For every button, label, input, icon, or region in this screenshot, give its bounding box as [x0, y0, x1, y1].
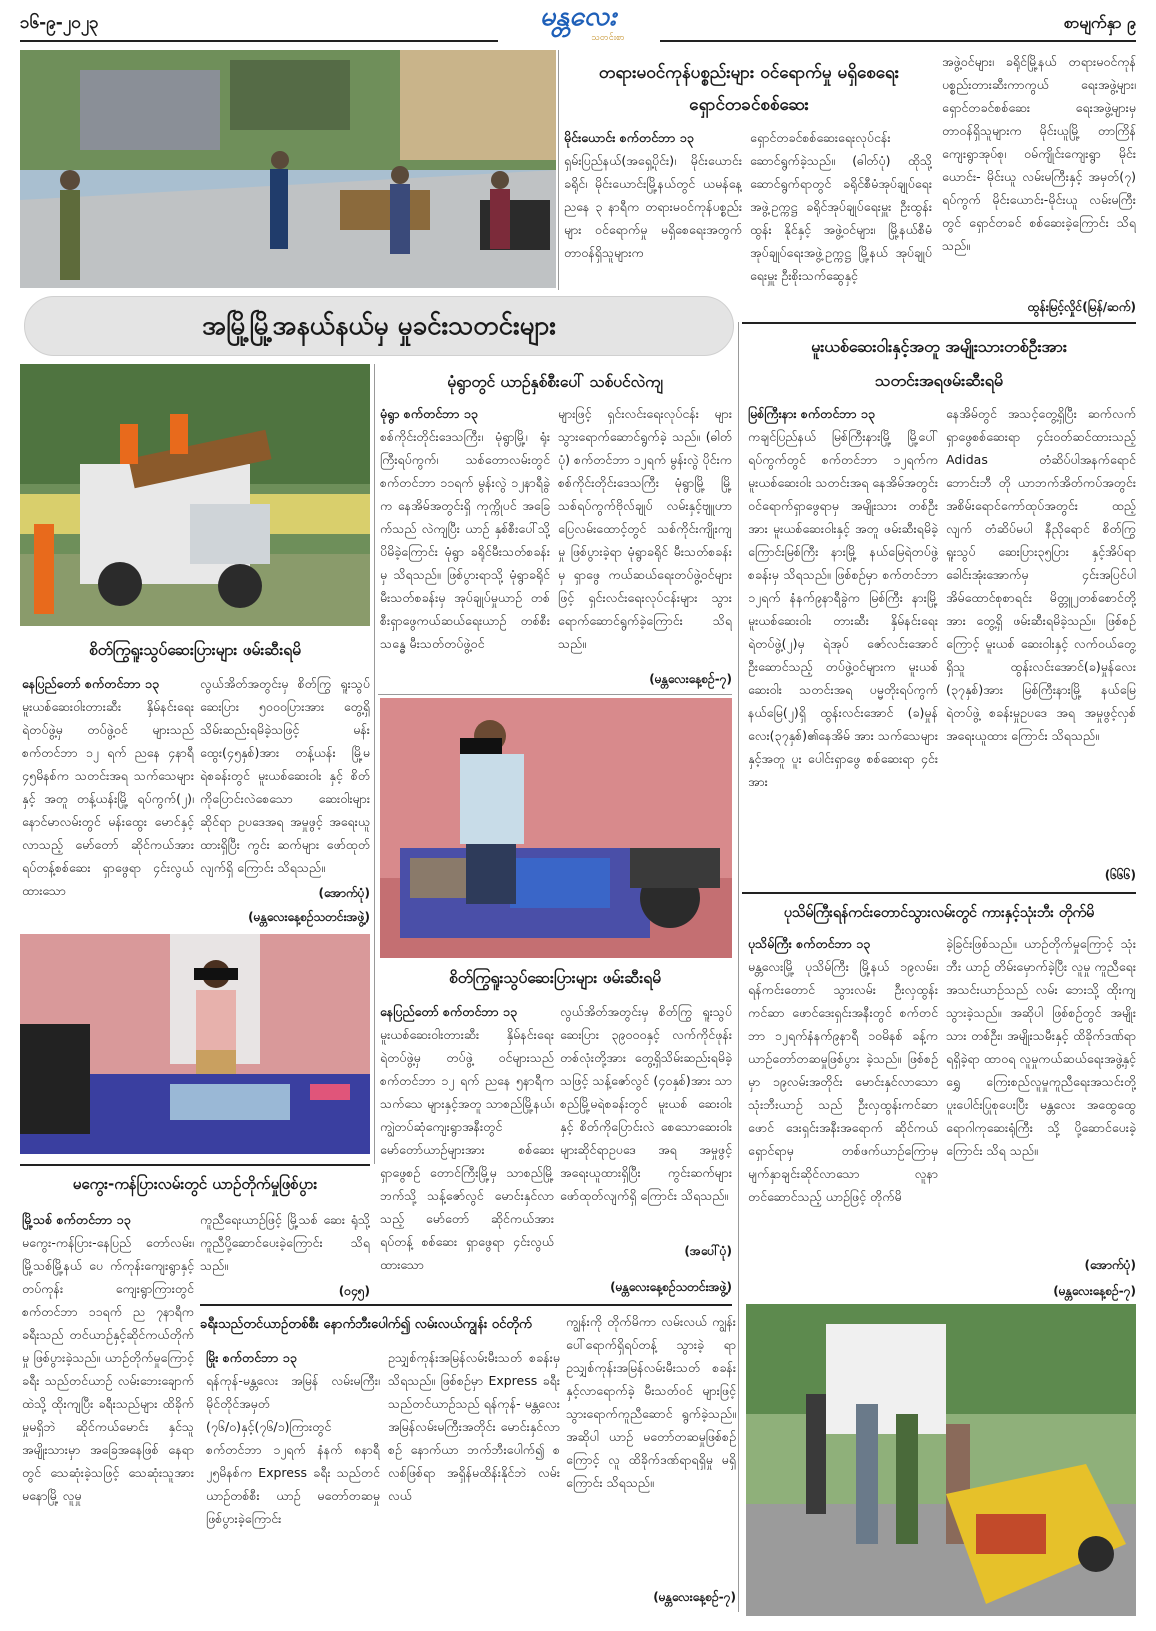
a6-dateline: ပုသိမ်ကြီး စက်တင်ဘာ ၁၃ — [748, 936, 871, 951]
a5-headline: စိတ်ကြွရူးသွပ်ဆေးပြားများ ဖမ်းဆီးရမိ — [448, 969, 662, 987]
a3-column-1: စစ်ကိုင်းတိုင်းဒေသကြီး၊ မုံရွာမြို့၊ ရုံးကြီးရပ်ကွက်၊ သစ်တောလမ်းတွင် စက်တင်ဘာ ၁၁ရက် မွန်းလွဲ ၁၂နာရီခွဲက နေအိမ်အတွင်းရှိ ကုက္ကိုပင် အခြေက်သည် လဲကျပြီး ယာဉ် နှစ်စီးပေါ်သို့ ပိမိခဲ့ကြောင်း မုံရွာ ခရိုင်မီးသတ်စခန်းမှ သိရသည်။ ဖြစ်ပွားရာသို့ မုံရွာခရိုင် မီးသတ်စခန်းမှ အုပ်ချုပ်မှုယာဉ် တစ်စီးရှာဖွေကယ်ဆယ်ရေးယာဉ် တစ်စီးသန္ဓေ မီးသတ်တပ်ဖွဲ့ဝင် — [380, 429, 550, 651]
a4-credit-team: (မန္တလေးနေ့စဉ်သတင်းအဖွဲ့) — [248, 910, 370, 924]
a1-dateline: မိုင်းယောင်း စက်တင်ဘာ ၁၃ — [564, 130, 694, 145]
a1-headline-line2: ရှောင်တခင်စစ်ဆေး — [689, 95, 809, 115]
divider-vertical-right — [738, 322, 739, 1612]
a1-column-3: အဖွဲ့ဝင်များ၊ ခရိုင်မြို့နယ် တရားမဝင်ကုန်ပစ္စည်းတားဆီးကာကွယ် ရေးအဖွဲ့များ၊ ရှောင်တခင်စစ်ဆေး ရေးအဖွဲ့များမှ တာဝန်ရှိသူများက မိုင်းယူမြို့ တာကြိန်ကျေးရွာအုပ်စု၊ ဝမ်ကျိုင်းကျေးရွာ မိုင်းယောင်း- မိုင်းယူ လမ်းမကြီးနှင့် အမှတ်(၇) ရပ်ကွက် မိုင်းယောင်း-မိုင်းယူ လမ်းမကြီးတွင် ရှောင်တခင် စစ်ဆေးခဲ့ကြောင်း သိရသည်။ — [942, 54, 1136, 253]
a2-headline-line1: မူးယစ်ဆေးဝါးနှင့်အတူ အမျိုးသားတစ်ဦးအား — [811, 337, 1067, 356]
a6-credit-team: (မန္တလေးနေ့စဉ်-၇) — [1053, 1284, 1136, 1298]
a3-headline: မုံရွာတွင် ယာဉ်နှစ်စီးပေါ် သစ်ပင်လဲကျ — [447, 373, 663, 391]
divider-vertical-mid — [374, 364, 375, 1164]
a8-dateline: မြိုး စက်တင်ဘာ ၁၃ — [206, 1350, 297, 1365]
a7-column-1: မကွေး-ကန်ပြား-နေပြည် တော်လမ်း၊ မြို့သစ်မြို့နယ် ပေ က်ကုန်းကျေးရွာနှင့် တပ်ကုန်း ကျေးရွာကြားတွင် စက်တင်ဘာ ၁၁ရက် ည ၇နာရီက ခရီးသည် တင်ယာဉ်နှင့်ဆိုင်ကယ်တိုက်မှု ဖြစ်ပွားခဲ့သည်။ ယာဉ်တိုက်မှုကြောင့် ခရီး သည်တင်ယာဉ် လမ်းဘေးချောက် ထဲသို့ ထိုးကျပြီး ခရီးသည်များ ထိခိုက်မှုမရှိဘဲ ဆိုင်ကယ်မောင်း နှင်သူ အမျိုးသားမှာ အခြေအနေဖြစ် နေရာတွင် သေဆုံးခဲ့သဖြင့် သေဆုံးသူအား မနောမြို့ လူမှု — [22, 1235, 194, 1503]
a7-dateline: မြို့သစ် စက်တင်ဘာ ၁၃ — [22, 1212, 131, 1227]
roadside-inspection-photo — [20, 50, 556, 288]
a6-headline: ပုသိမ်ကြီးရန်ကင်းတောင်သွားလမ်းတွင် ကားနှင့်သုံးဘီး တိုက်မိ — [783, 905, 1095, 921]
a4-credit-photo: (အောက်ပုံ) — [318, 886, 370, 900]
a2-column-2: နေအိမ်တွင် အသင့်တွေ့ရှိပြီး ဆက်လက် ရှာဖွေစစ်ဆေးရာ ၄င်းဝတ်ဆင်ထားသည့် Adidas တံဆိပ်ပါအနက်ရောင် ဘောင်းဘီ တို ယာဘက်အိတ်ကပ်အတွင်း အစိမ်းရောင်ကော်ထုပ်အတွင်း ထည့် လျက် တံဆိပ်မပါ နီညိုရောင် စိတ်ကြွရူးသွပ် ဆေးပြား၃၅ပြား နှင့်အိပ်ရာခေါင်းအုံးအောက်မှ ၄င်းအပြင်ပါ အိမ်ထောင်စုစာရင်း မိတ္တူ၂တစ်စောင်တို့အား တွေ့ရှိ ဖမ်းဆီးရမိခဲ့သည်။ ဖြစ်စဉ်ကြောင့် မူးယစ် ဆေးဝါးနှင့် လက်ဝယ်တွေ့ရှိသူ ထွန်းလင်းအောင်(ခ)မှုန်လေး (၃၇နှစ်)အား မြစ်ကြီးနားမြို့ နယ်မြေရဲတပ်ဖွဲ့ စခန်းမှုဥပဒေ အရ အမှုဖွင့်လှစ် အရေးယူထား ကြောင်း သိရသည်။ — [946, 406, 1136, 743]
section-banner — [24, 296, 734, 356]
a4-dateline: နေပြည်တော် စက်တင်ဘာ ၁၃ — [22, 676, 159, 691]
a5-column-2: လွယ်အိတ်အတွင်းမှ စိတ်ကြွ ရူးသွပ်ဆေးပြား ၃၉၀၀၀နှင့် လက်ကိုင်ဖုန်း တစ်လုံးတို့အား တွေ့ရှိသိမ်းဆည်းရမိခဲ့သဖြင့် သန့်ဇော်လွင် (၄၀နှစ်)အား သာစည်မြို့မရဲစခန်းတွင် မူးယစ် ဆေးဝါးနှင့် စိတ်ကိုပြောင်းလဲ စေသောဆေးဝါးများဆိုင်ရာဥပဒေ အရ အမှုဖွင့်အရေးယူထားရှိပြီး ကွင်းဆက်များ ဖော်ထုတ်လျက်ရှိ ကြောင်း သိရသည်။ — [560, 1004, 732, 1203]
a3-credit: (မန္တလေးနေ့စဉ်-၇) — [649, 672, 732, 686]
a5-dateline: နေပြည်တော် စက်တင်ဘာ ၁၃ — [380, 1004, 517, 1019]
man-with-seized-pills-photo — [380, 698, 732, 958]
a7-credit: (ဝ၄၅) — [338, 1284, 370, 1298]
a1-credit: ထွန်းမြင့်လှိုင်(မြန်/ဆက်) — [1027, 300, 1136, 314]
divider-horizontal-a3 — [378, 694, 732, 695]
a5-credit-team: (မန္တလေးနေ့စဉ်သတင်းအဖွဲ့) — [610, 1280, 732, 1294]
page-number: စာမျက်နှာ ၉ — [1063, 13, 1136, 32]
a8-column-2: ဥသျှစ်ကုန်းအမြန်လမ်းမီးသတ် စခန်းမှ သိရသည်။ ဖြစ်စဉ်မှာ Express ခရီး သည်တင်ယာဉ်သည် ရန်ကုန်- မန္တလေးအမြန်လမ်းမကြီးအတိုင်း မောင်းနှင်လာစဉ် နောက်ယာ ဘက်ဘီးပေါက်၍ စလစ်ဖြစ်ရာ အရှိန်မထိန်းနိုင်ဘဲ လမ်းလယ် — [388, 1350, 560, 1503]
a6-top-rule — [742, 892, 1136, 894]
a8-top-rule — [200, 1304, 732, 1306]
a8-column-1: ရန်ကုန်-မန္တလေး အမြန် လမ်းမကြီး၊ မိုင်တိုင်အမှတ် (၇၆/၀)နှင့်(၇၆/၁)ကြားတွင် စက်တင်ဘာ ၁၂ရက် နံနက် ၈နာရီ ၂၅မိနစ်က Express ခရီး သည်တင်ယာဉ်တစ်စီး ယာဉ် မတော်တဆမှုဖြစ်ပွားခဲ့ကြောင်း — [206, 1373, 380, 1526]
masthead-subtitle: သတင်းစာ — [591, 33, 625, 43]
a2-credit: (၆၆၆) — [1104, 868, 1136, 882]
a6-credit-photo: (အောက်ပုံ) — [1084, 1258, 1136, 1272]
a5-credit-photo: (အပေါ်ပုံ) — [684, 1244, 732, 1258]
a7-top-rule — [20, 1164, 370, 1166]
tree-fallen-on-truck-photo — [20, 364, 370, 626]
a4-headline: စိတ်ကြွရူးသွပ်ဆေးပြားများ ဖမ်းဆီးရမိ — [88, 641, 302, 659]
a8-headline: ခရီးသည်တင်ယာဉ်တစ်စီး နောက်ဘီးပေါက်၍ လမ်းလယ်ကျွန်း ဝင်တိုက် — [200, 1317, 532, 1332]
a4-column-1: မူးယစ်ဆေးဝါးတားဆီး နှိမ်နင်းရေးရဲတပ်ဖွဲ့မှ တပ်ဖွဲ့ဝင် များသည် စက်တင်ဘာ ၁၂ ရက် ညနေ ၄နာရီ ၄၅မိနစ်က သတင်းအရ သက်သေများနှင့် အတူ တန့်ယန်းမြို့ ရပ်ကွက်(၂)၊ နောင်မာလမ်းတွင် မန်းထွေး မောင်နှင့်လာသည့် မော်တော် ဆိုင်ကယ်အား ရပ်တန့်စစ်ဆေး ရှာဖွေရာ ၄င်းလွယ်ထားသော — [22, 699, 194, 898]
masthead-title: မန္တလေး — [539, 1, 617, 32]
a1-column-1: ရှမ်းပြည်နယ်(အရှေ့ပိုင်း)၊ မိုင်းယောင်းခရိုင်၊ မိုင်းယောင်းမြို့နယ်တွင် ယမန်နေ့ ညနေ ၃ နာရီက တရားမဝင်ကုန်ပစ္စည်းများ ဝင်ရောက်မှု မရှိစေရေးအတွက် တာဝန်ရှိသူများက — [564, 153, 742, 260]
a7-headline: မကွေး-ကန်ပြားလမ်းတွင် ယာဉ်တိုက်မှုဖြစ်ပွား — [72, 1175, 318, 1193]
a1-headline-line1: တရားမဝင်ကုန်ပစ္စည်းများ ဝင်ရောက်မှု မရှိစေရေး — [598, 63, 900, 83]
tricycle-accident-photo — [746, 1304, 1136, 1616]
masthead-logo — [498, 2, 658, 46]
a6-column-2: ခဲ့ခြင်းဖြစ်သည်။ ယာဉ်တိုက်မှုကြောင့် သုံးဘီး ယာဉ် တိမ်းမှောက်ခဲ့ပြီး လူမှု ကူညီရေးအသင်းယာဉ်သည် လမ်း ဘေးသို့ ထိုးကျသွားခဲ့သည်။ အဆိုပါ ဖြစ်စဉ်တွင် အမျိုး သား တစ်ဦး၊ အမျိုးသမီးနှင့် ထိခိုက်ဒဏ်ရာရရှိခဲ့ရာ ထာဝရ လူမှုကယ်ဆယ်ရေးအဖွဲ့နှင့် ရွှေ ကြေးစည်လူမှုကူညီရေးအသင်းတို့ ပူးပေါင်းပြုစုပေးပြီး မန္တလေး အထွေထွေရောဂါကုဆေးရုံကြီး သို့ ပို့ဆောင်ပေးခဲ့ကြောင်း သိရ သည်။ — [946, 936, 1136, 1158]
a7-column-2: ကူညီရေးယာဉ်ဖြင့် မြို့သစ် ဆေး ရုံသို့ ကူညီပို့ဆောင်ပေးခဲ့ကြောင်း သိရသည်။ — [200, 1212, 370, 1273]
a2-top-rule — [742, 322, 1136, 324]
a8-credit: (မန္တလေးနေ့စဉ်-၇) — [653, 1590, 736, 1604]
header-date: ၁၆-၉-၂၀၂၃ — [20, 13, 99, 33]
a2-headline-line2: သတင်းအရဖမ်းဆီးရမိ — [874, 371, 1004, 390]
a6-column-1: မန္တလေးမြို့ ပုသိမ်ကြီး မြို့နယ် ၁၉လမ်း၊ ရန်ကင်းတောင် သွားလမ်း ဦးလှထွန်း ကင်ဆာ ဖောင်ဒေးရှင်းအနီးတွင် စက်တင် ဘာ ၁၂ရက်နံနက်၉နာရီ ၁၀မိနစ် ခန့်က ယာဉ်တော်တဆမှုဖြစ်ပွား ခဲ့သည်။ ဖြစ်စဉ်မှာ ၁၉လမ်းအတိုင်း မောင်းနှင်လာသော သုံးဘီးယာဉ် သည် ဦးလှထွန်းကင်ဆာဖောင် ဒေးရှင်းအနီးအရောက် ဆိုင်ကယ် ရှောင်ရာမှ တစ်ဖက်ယာဉ်ကြောမှ မျက်နှာချင်းဆိုင်လာသော လူနာ တင်ဆောင်သည့် ယာဉ်ဖြင့် တိုက်မိ — [748, 959, 938, 1204]
a2-column-1: ကချင်ပြည်နယ် မြစ်ကြီးနားမြို့ မြို့ပေါ်ရပ်ကွက်တွင် စက်တင်ဘာ ၁၂ရက်က မူးယစ်ဆေးဝါး သတင်းအရ နေအိမ်အတွင်း ဝင်ရောက်ရှာဖွေရာမှ အမျိုးသား တစ်ဦးအား မူးယစ်ဆေးဝါးနှင့် အတူ ဖမ်းဆီးရမိခဲ့ကြောင်းမြစ်ကြီး နားမြို့ နယ်မြေရဲတပ်ဖွဲ့စခန်းမှ သိရသည်။ ဖြစ်စဉ်မှာ စက်တင်ဘာ ၁၂ရက် နံနက်၉နာရီခွဲက မြစ်ကြီး နားမြို့ မူးယစ်ဆေးဝါး တားဆီး နှိမ်နင်းရေးရဲတပ်ဖွဲ့(၂)မှ ရဲအုပ် ဇော်လင်းအောင် ဦးဆောင်သည့် တပ်ဖွဲ့ဝင်များက မူးယစ်ဆေးဝါး သတင်းအရ ပမ္မတိုးရပ်ကွက် နယ်မြေ(၂)ရှိ ထွန်းလင်းအောင် (ခ)မှုန်လေး(၃၇နှစ်)၏နေအိမ် အား သက်သေများနှင့်အတူ ပူး ပေါင်းရှာဖွေ စစ်ဆေးရာ ၄င်းအား — [748, 429, 938, 789]
header-rule-left — [20, 40, 498, 42]
a2-dateline: မြစ်ကြီးနား စက်တင်ဘာ ၁၃ — [748, 406, 875, 421]
a4-column-2: လွယ်အိတ်အတွင်းမှ စိတ်ကြွ ရူးသွပ် ဆေးပြား ၅၀၀၀ပြားအား တွေ့ရှိသိမ်းဆည်းရမိခဲ့သဖြင့် မန်းထွေး(၄၅နှစ်)အား တန့်ယန်း မြို့မရဲစခန်းတွင် မူးယစ်ဆေးဝါး နှင့် စိတ်ကိုပြောင်းလဲစေသော ဆေးဝါးများဆိုင်ရာ ဥပဒေအရ အမှုဖွင့် အရေးယူထားရှိပြီး ကွင်း ဆက်များ ဖော်ထုတ်လျက်ရှိ ကြောင်း သိရသည်။ — [200, 676, 370, 875]
a3-dateline: မုံရွာ စက်တင်ဘာ ၁၃ — [380, 406, 478, 421]
divider-vertical-a1 — [558, 50, 559, 290]
a3-column-2: များဖြင့် ရှင်းလင်းရေးလုပ်ငန်း များ သွားရောက်ဆောင်ရွက်ခဲ့ သည်။ (ဓါတ်ပုံ) စက်တင်ဘာ ၁၂ရက် မွန်းလွဲ ပိုင်းက စစ်ကိုင်းတိုင်းဒေသကြီး မုံရွာမြို့ မြို့သစ်ရပ်ကွက်ဗိုလ်ချုပ် လမ်းနှင့်ဗျူဟာပြေလမ်းထောင့်တွင် သစ်ကိုင်းကျိုးကျမှု ဖြစ်ပွားခဲ့ရာ မုံရွာခရိုင် မီးသတ်စခန်းမှ ရှာဖွေ ကယ်ဆယ်ရေးတပ်ဖွဲ့ဝင်များဖြင့် ရှင်းလင်းရေးလုပ်ငန်းများ သွား ရောက်ဆောင်ရွက်ခဲ့ကြောင်း သိရ သည်။ — [558, 406, 732, 651]
a1-column-2: ရှောင်တခင်စစ်ဆေးရေးလုပ်ငန်း ဆောင်ရွက်ခဲ့သည်။ (ဓါတ်ပုံ) ထိုသို့ ဆောင်ရွက်ရာတွင် ခရိုင်စီမံအုပ်ချုပ်ရေးအဖွဲ့ဥက္ကဋ္ဌ ခရိုင်အုပ်ချုပ်ရေးမှူး ဦးထွန်းထွန်း နိုင်နှင့် အဖွဲ့ဝင်များ၊ မြို့နယ်စီမံ အုပ်ချုပ်ရေးအဖွဲ့ဥက္ကဋ္ဌ မြို့နယ် အုပ်ချုပ်ရေးမှူး ဦးစိုးသက်ဆွေနှင့် — [750, 130, 932, 283]
a8-column-3: ကျွန်းကို တိုက်မိကာ လမ်းလယ် ကျွန်းပေါ်ရောက်ရှိရပ်တန့် သွားခဲ့ ရာ ဥသျှစ်ကုန်းအမြန်လမ်းမီးသတ် စခန်းနှင့်လာရောက်ခဲ့ မီးသတ်ဝင် များဖြင့် သွားရောက်ကူညီဆောင် ရွက်ခဲ့သည်။ အဆိုပါ ယာဉ် မတော်တဆမှုဖြစ်စဉ်ကြောင့် လူ ထိခိုက်ဒဏ်ရာရရှိမှု မရှိကြောင်း သိရသည်။ — [566, 1314, 736, 1490]
woman-with-seized-pills-photo — [20, 934, 370, 1154]
section-banner-title: အမြို့မြို့အနယ်နယ်မှ မှုခင်းသတင်းများ — [202, 311, 556, 341]
a5-column-1: မူးယစ်ဆေးဝါးတားဆီး နှိမ်နင်းရေးရဲတပ်ဖွဲ့မှ တပ်ဖွဲ့ ဝင်များသည် စက်တင်ဘာ ၁၂ ရက် ညနေ ၅နာရီက သက်သေ များနှင့်အတူ သာစည်မြို့နယ်၊ ကျွဲတပ်ဆုံကျေးရွာအနီးတွင် မော်တော်ယာဉ်များအား စစ်ဆေး ရှာဖွေစဉ် တောင်ကြီးမြို့မှ သာစည်မြို့ဘက်သို့ သန့်ဇော်လွင် မောင်းနှင်လာသည့် မော်တော် ဆိုင်ကယ်အား ရပ်တန့် စစ်ဆေး ရှာဖွေရာ ၄င်းလွယ်ထားသော — [380, 1027, 554, 1272]
header-rule-right — [660, 40, 1136, 42]
